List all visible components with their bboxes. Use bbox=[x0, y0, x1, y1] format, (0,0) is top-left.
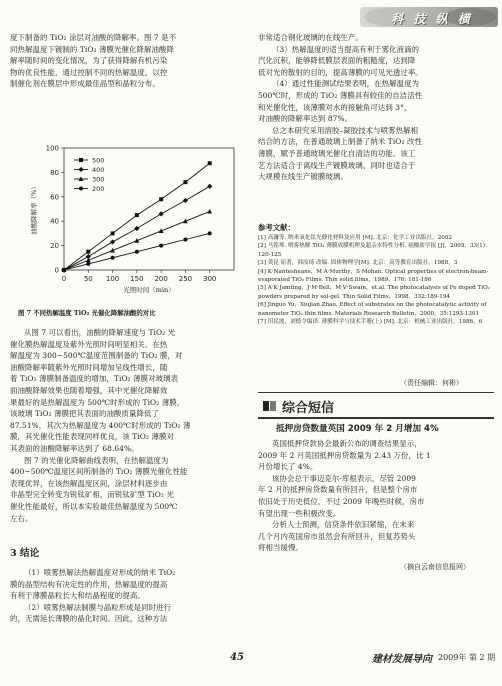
degradation-chart bbox=[10, 142, 248, 310]
page-number: 45 bbox=[230, 652, 244, 663]
text-line: 大规模在线生产镀膜玻璃。 bbox=[258, 172, 348, 182]
text-line: （2）喷雾热解法制膜与晶粒形成是同时进行 bbox=[24, 602, 172, 612]
text-line: 解率随时间的变化情况，为了获得降解有机污染 bbox=[10, 56, 168, 66]
data-point-500 bbox=[135, 213, 139, 217]
data-point-500 bbox=[183, 180, 187, 184]
y-tick-label: 80 bbox=[50, 168, 59, 177]
text-line: 制催化剂在膜层中形成最佳晶型和晶粒分布。 bbox=[10, 79, 160, 89]
text-line: 400~500℃温度区间所制备的 TiO₂ 薄膜光催化性能 bbox=[10, 467, 188, 477]
data-point-500 bbox=[111, 231, 115, 235]
conclusion-paragraph bbox=[10, 567, 246, 625]
x-tick-label: 250 bbox=[178, 275, 193, 283]
text-line: （3）热解温度的适当提高有利于雾化液滴的 bbox=[272, 44, 420, 54]
x-tick-label: 150 bbox=[130, 275, 144, 283]
text-line: 膜的晶型结构有决定性的作用，热解温度的提高 bbox=[10, 579, 168, 589]
text-line: 英国抵押贷款协会最新公布的调查结果显示， bbox=[272, 439, 422, 448]
text-line: 总之本研究采用溶胶–凝胶技术与喷雾热解相 bbox=[272, 125, 419, 135]
legend-marker-200 bbox=[79, 187, 83, 191]
data-point-200 bbox=[159, 244, 163, 248]
text-line: 分析人士预测，信贷条件依旧紧缩，在未来 bbox=[272, 520, 415, 530]
reference-item: [2] 马铭琴. 喷雾热解 TiO₂ 薄膜成膜机理及超亲水特性分析. 硅酸盐学报 [J]，2005，33(1)：120-125 bbox=[258, 243, 491, 258]
data-point-400 bbox=[207, 184, 212, 189]
news-body bbox=[258, 438, 494, 554]
x-tick-label: 200 bbox=[154, 275, 168, 283]
news-ornament-icon bbox=[262, 399, 278, 413]
text-line: 的，无需延长薄膜的晶化时间。因此，这种方法 bbox=[10, 614, 168, 624]
text-line: 面油酸降解效果也随着增强，其中光催化降解效 bbox=[10, 385, 168, 395]
text-line: 汽化沉积，能够降低膜层表面的粗糙度，达到降 bbox=[258, 56, 416, 66]
text-line: 物的优良性能，通过控制不同的热解温度，以控 bbox=[10, 67, 168, 77]
text-line: 着 TiO₂ 薄膜制备温度的增加，TiO₂ 薄膜对玻璃表 bbox=[10, 374, 179, 384]
figure-caption: 图 7 不同热解温度 TiO₂ 光催化降解油酸的对比 bbox=[18, 309, 156, 317]
x-tick-label: 300 bbox=[203, 275, 217, 283]
text-line: 年 2 月的抵押房贷数量有所回升，但是整个房市 bbox=[258, 485, 418, 495]
text-line: 87.51%，其次为热解温度为 400℃时形成的 TiO₂ 薄 bbox=[10, 420, 191, 430]
text-line: 对油酸的降解率达到 87%。 bbox=[258, 114, 353, 124]
data-point-400 bbox=[183, 198, 188, 203]
text-line: 结合的方法，在普通玻璃上制备了纳米 TiO₂ 改性 bbox=[258, 137, 422, 147]
text-line: 催化膜热解温度及紫外光照时间明显相关。在热 bbox=[10, 339, 168, 349]
data-point-200 bbox=[62, 268, 66, 272]
text-line: （1）喷雾热解法热解温度对形成的纳米 TiO₂ bbox=[24, 568, 176, 577]
news-heading-rule bbox=[258, 417, 494, 419]
analysis-paragraph bbox=[10, 327, 246, 524]
conclusion-heading: 3 结论 bbox=[10, 548, 40, 559]
x-tick-label: 100 bbox=[105, 275, 120, 283]
text-line: 其表面的油酸降解率达到了 68.64%。 bbox=[10, 443, 139, 453]
text-line: 薄膜，赋予普通玻璃光催化自清洁的功能。该工 bbox=[258, 148, 416, 158]
data-point-200 bbox=[111, 256, 115, 260]
text-line: 月份增长了 4%。 bbox=[258, 462, 318, 472]
text-line: 果最好的是热解温度为 500℃时形成的 TiO₂ 薄膜， bbox=[10, 397, 185, 407]
text-line: 500℃时，形成的 TiO₂ 薄膜具有较佳的自洁活性 bbox=[258, 90, 423, 100]
references-list bbox=[258, 234, 494, 326]
news-top-rule bbox=[258, 392, 494, 393]
reference-item: [3] 黄昆 原著，韩汝琦 改编. 固体物理学[M]. 北京：高等教育出版社，1988，3 bbox=[258, 260, 458, 267]
data-point-400 bbox=[134, 226, 139, 231]
text-line: 图 7 的光催化降解曲线表明，在热解温度为 bbox=[24, 455, 169, 465]
text-line: 低对光的散射的目的，提高薄膜的可见光透过率。 bbox=[258, 67, 423, 77]
text-line: 艺方法适合于离线生产镀膜玻璃，同时也适合于 bbox=[258, 160, 416, 170]
y-tick-label: 20 bbox=[50, 242, 59, 251]
text-line: 该协会总干事迈克尔·库根表示，尽管 2009 bbox=[272, 473, 416, 483]
text-line: 度下制备的 TiO₂ 涂层对油酸的降解率。图 7 是不 bbox=[10, 33, 177, 42]
data-point-400 bbox=[110, 239, 115, 244]
data-point-200 bbox=[183, 238, 187, 242]
text-line: 表现优异，在该热解温度区间，涂层材料逐步由 bbox=[10, 478, 168, 488]
text-line: 有望出现一些积极改变。 bbox=[258, 508, 341, 518]
banner-title: 科 技 纵 横 bbox=[391, 12, 473, 26]
news-header bbox=[262, 397, 492, 415]
journal-logo: 建材发展导向 bbox=[372, 654, 432, 665]
data-point-200 bbox=[208, 231, 212, 235]
text-line: 解温度为 300~500℃温度范围制备的 TiO₂ 膜，对 bbox=[10, 351, 183, 361]
legend-marker-400 bbox=[78, 167, 83, 172]
text-line: 非常适合钢化玻璃的在线生产。 bbox=[258, 33, 363, 42]
data-point-400 bbox=[159, 211, 164, 216]
legend-label-300: 300 bbox=[92, 175, 105, 184]
reference-item: [6] Jinguo Yu，Xiujian Zhao. Effect of substrates on the photocatalytic activity of nanometer TiO₂ thin films. Materials Research Bulletin，2000，35:1293-1301 bbox=[258, 302, 487, 317]
news-source: （摘自云南信息报网） bbox=[400, 563, 470, 571]
legend-label-400: 400 bbox=[92, 166, 105, 174]
x-tick-label: 0 bbox=[61, 275, 67, 283]
issue-label: 2009年 第 2 期 bbox=[438, 653, 496, 662]
section-banner bbox=[360, 5, 498, 29]
text-line: 几个月内英国房市虽然会有所回升，但复苏势头 bbox=[258, 531, 416, 541]
y-tick-label: 40 bbox=[50, 217, 59, 226]
y-tick-label: 0 bbox=[54, 266, 59, 275]
text-line: 将相当缓慢。 bbox=[258, 543, 303, 553]
reference-item: [1] 高濂等. 纳米氧化钛光催化材料及应用 [M]. 北京：化学工业出版社，2002 bbox=[258, 235, 452, 241]
text-line: 2009 年 2 月英国抵押房贷数量为 2.43 万份，比 1 bbox=[258, 450, 431, 460]
y-tick-label: 60 bbox=[50, 193, 59, 202]
figure-7 bbox=[10, 142, 248, 320]
text-line: 有利于薄膜晶粒长大和结晶程度的提高。 bbox=[10, 591, 145, 601]
reference-item: [4] K·Nantesheans，M·A·Murthy，S·Mohan. Optical properties of electron-beam-evaporated TiO₂ Films. Thin solid films，1989，176: 181-186 bbox=[258, 268, 489, 284]
data-point-300 bbox=[207, 209, 212, 214]
legend-marker-500 bbox=[79, 158, 83, 162]
text-line: 非晶型完全转变为锐钛矿相，而锐钛矿型 TiO₂ 光 bbox=[10, 490, 174, 500]
news-heading: 综合短信 bbox=[282, 401, 335, 416]
news-title: 抵押房贷数量英国 2009 年 2 月增加 4% bbox=[276, 424, 439, 434]
x-tick-label: 50 bbox=[83, 275, 93, 283]
text-line: 该玻璃 TiO₂ 薄膜把其表面的油酸质量降低了 bbox=[10, 409, 159, 419]
x-axis-label: 光照时间（min） bbox=[123, 286, 175, 294]
legend-label-200: 200 bbox=[92, 185, 105, 193]
conclusion-continued bbox=[258, 32, 494, 183]
data-point-500 bbox=[208, 161, 212, 165]
text-line: 催化性能最好，所以本实验最佳热解温度为 500℃ bbox=[10, 501, 178, 511]
y-axis-label: 油酸降解率（%） bbox=[30, 183, 38, 235]
text-line: 左右。 bbox=[10, 513, 33, 523]
data-point-500 bbox=[86, 250, 90, 254]
y-tick-label: 100 bbox=[45, 144, 59, 153]
data-point-500 bbox=[159, 197, 163, 201]
references-heading: 参考文献： bbox=[258, 223, 295, 232]
text-line: 膜，其光催化性能表现同样优良，该 TiO₂ 薄膜对 bbox=[10, 432, 174, 442]
data-point-200 bbox=[135, 250, 139, 254]
text-line: 油酸降解率随紫外光照时间增加呈线性增长，随 bbox=[10, 362, 168, 372]
text-line: 从图 7 可以看出，油酸的降解速度与 TiO₂ 光 bbox=[24, 328, 176, 337]
legend-label-500: 500 bbox=[92, 156, 105, 165]
reference-item: [7] 田民波，刘德令编译. 薄膜科学与技术手册(上) [M]. 北京：机械工业出版社，1986，6 bbox=[258, 319, 483, 326]
text-line: 依旧处于历史低位，不过 2009 年晚些时候，房市 bbox=[258, 496, 425, 506]
text-line: （4）通过性能测试结果表明，在热解温度为 bbox=[272, 79, 420, 89]
text-line: 同热解温度下镀制的 TiO₂ 薄膜光催化降解油酸降 bbox=[10, 44, 174, 54]
data-point-200 bbox=[86, 262, 90, 266]
editor-note: （责任编辑：何彬） bbox=[400, 379, 463, 387]
text-line: 和光催化性，该薄膜对水的接触角可达到 3°， bbox=[258, 102, 412, 112]
reference-item: [5] A·K·Jamting，J·M·Bell，M·V·Swain，et.al. The photocatalysis of Fe doped TiO₂ powders prepared by sol-gel. Thin Solid Films，1998，332:189-194 bbox=[258, 285, 490, 300]
intro-paragraph bbox=[10, 32, 246, 90]
